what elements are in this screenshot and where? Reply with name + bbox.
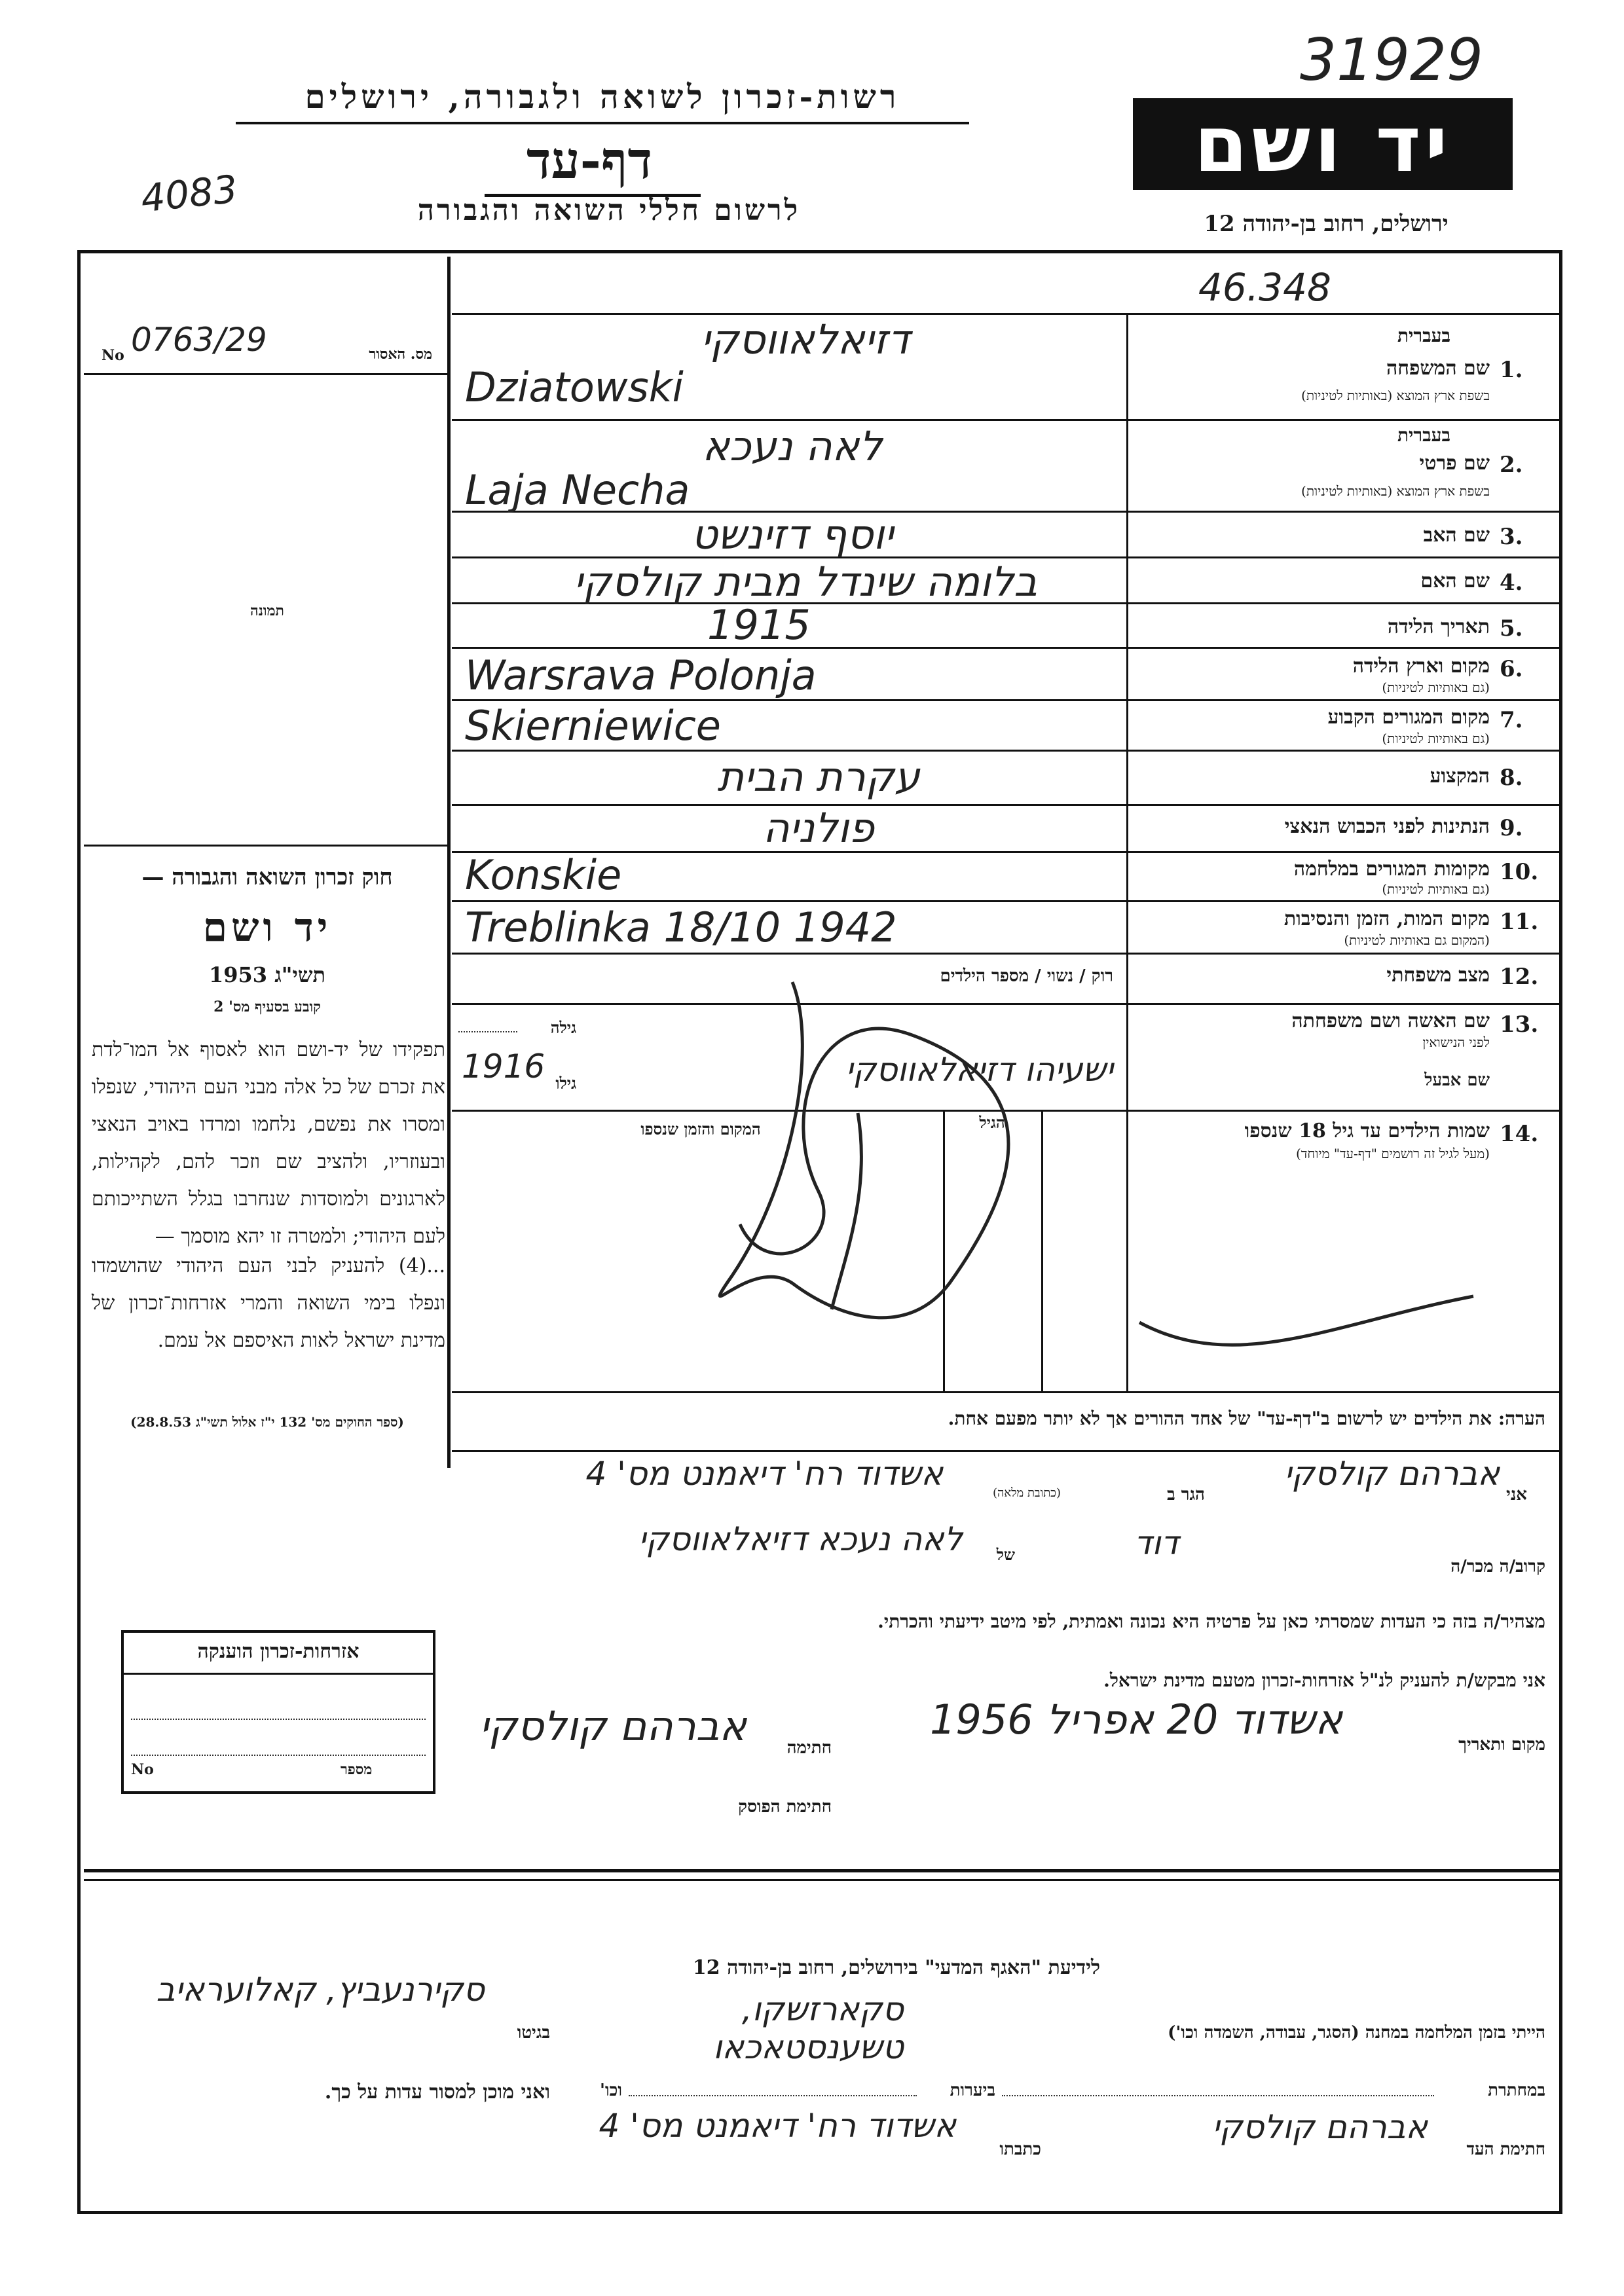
cross-out-scribble: [452, 917, 1565, 1388]
field-12-options: רוק / נשוי / מספר הילדים: [940, 966, 1113, 986]
note-body: את הילדים יש לרשום ב"דף-עד" של אחד ההורים אך לא יותר מפעם אחת.: [948, 1408, 1492, 1429]
husband-age: 1916: [462, 1048, 545, 1085]
decl-address-hint: (כתובת מלאה): [992, 1486, 1061, 1500]
field-12-label: מצב משפחתי: [1386, 964, 1490, 987]
field-13-sub: לפני הנישואין: [1422, 1034, 1490, 1050]
field-2-num: 2.: [1500, 452, 1523, 478]
decl-residing: הגר ב: [1167, 1485, 1205, 1504]
photo-top-line: [84, 373, 451, 375]
field-11-label: מקום המות, הזמן והנסיבות: [1283, 907, 1490, 930]
file-number-left: 4083: [138, 166, 240, 221]
field-4-num: 4.: [1500, 570, 1523, 596]
field-12-num: 12.: [1500, 964, 1539, 990]
law-clause: קובע בסעיף מס' 2: [213, 998, 321, 1015]
declarant-name: אברהם קולסקי: [1284, 1455, 1500, 1493]
note-label: הערה:: [1498, 1408, 1545, 1429]
field-10-num: 10.: [1500, 859, 1539, 885]
bottom-ghetto-value: סקירנעביץ, קאלועראיב: [156, 1971, 485, 2009]
photo-label: תמונה: [250, 602, 284, 619]
field-1-num: 1.: [1500, 357, 1523, 383]
authority-underline: [236, 122, 969, 124]
decl-signature-label: חתימה: [786, 1738, 832, 1758]
archive-number: 0763/29: [131, 321, 267, 359]
law-header: חוק זכרון השואה והגבורה —: [141, 864, 393, 890]
bottom-ready-label: ואני מוכן למסור עדות על כך.: [324, 2081, 550, 2104]
husband-age-label: גילו: [555, 1074, 576, 1093]
row-line: [452, 313, 1562, 315]
field-5-label: תאריך הלידה: [1387, 615, 1490, 638]
birth-place: Warsrava Polonja: [465, 651, 817, 699]
wartime-residence: Konskie: [465, 851, 622, 899]
decl-official-sig-label: חתימת הפוסק: [738, 1797, 832, 1817]
field-13-num: 13.: [1500, 1011, 1539, 1038]
mother-name: בלומה שינדל מבית קולסקי: [573, 558, 1038, 606]
row-line: [452, 647, 1562, 649]
bottom-witness-address: אשדוד רח' דיאמנט מס' 4: [599, 2107, 956, 2145]
field-3-label: שם האב: [1423, 524, 1490, 547]
citizenship-no-prefix: No: [131, 1761, 154, 1778]
row-line: [452, 750, 1562, 752]
underground-dots: [1002, 2095, 1434, 2096]
field-6-label: מקום וארץ הלידה: [1352, 655, 1490, 678]
citizenship-dotted: [131, 1719, 426, 1720]
field-14-label: שמות הילדים עד גיל 18 שנספו: [1244, 1120, 1490, 1142]
decl-signature: אברהם קולסקי: [479, 1702, 747, 1750]
law-name: יד ושם: [202, 905, 332, 951]
yad-vashem-logo: [1133, 98, 1513, 190]
header-address: ירושלים, רחוב בן-יהודה 12: [1204, 211, 1449, 237]
profession: עקרת הבית: [717, 753, 920, 801]
bottom-witness-sig-label: חתימת העד: [1466, 2140, 1545, 2159]
birth-date: 1915: [707, 601, 811, 649]
row-line: [452, 419, 1562, 421]
decl-ani: אני: [1506, 1485, 1527, 1504]
bottom-title: לידיעת "האגף המדעי" בירושלים, רחוב בן-יהודה 12: [692, 1956, 1100, 1979]
field-9-num: 9.: [1500, 815, 1523, 841]
residence: Skierniewice: [465, 702, 721, 750]
section-divider-2: [84, 1879, 1562, 1881]
decl-place-date: אשדוד 20 אפריל 1956: [929, 1696, 1342, 1743]
field-13-husband-label: שם אבעל: [1424, 1070, 1490, 1090]
wife-age-label: גילה: [550, 1018, 576, 1037]
firstname-hebrew: לאה נעכא: [702, 422, 883, 470]
decl-statement: מצהיר/ה בזה כי העדות שמסרתי כאן על פרטיה היא נכונה ואמתית, לפי מיטב ידיעתי והכרתי.: [877, 1611, 1545, 1632]
declarant-address: אשדוד רח' דיאמנט מס' 4: [585, 1455, 943, 1493]
row-line: [452, 699, 1562, 701]
decl-relation-label: קרוב/ה מכר/ה: [1450, 1557, 1545, 1576]
note-text: [458, 1408, 1545, 1430]
bottom-ghetto-label: בגיטו: [517, 2023, 550, 2043]
law-text: תפקידו של יד-ושם הוא לאסוף אל המו־לדת את זכרם של כל אלה מבני העם היהודי, שנפלו ומסרו את נפשם, נלחמו ומרדו באויב הנאצי ובעוזריו, ולהציב שם וזכר להם, לקהילות, לארגונים ולמוסדות שנחרבו בגלל השתייכותם לעם היהודי; ולמטרה זו יהא מוסמך —: [92, 1038, 445, 1248]
field-1-label: שם המשפחה: [1386, 357, 1490, 380]
law-text-4: ...(4) להעניק לבני העם היהודי שהושמדו ונפלו בימי השואה והמרי אזרחות־זכרון של מדינת ישראל לאות האיספם אל עמם.: [92, 1254, 445, 1352]
photo-bottom-line: [84, 845, 451, 847]
field-6-num: 6.: [1500, 656, 1523, 682]
partisans-dots: [629, 2095, 917, 2096]
nationality: פולניה: [762, 804, 875, 852]
field-7-label: מקום המגורים הקבוע: [1327, 706, 1490, 729]
logo-text: יד ושם: [1194, 99, 1452, 189]
bottom-witness-sig: אברהם קולסקי: [1212, 2108, 1428, 2146]
law-reference: (ספר החוקים מס' 132 י"ז אלול תשי"ג 28.8.53): [130, 1414, 404, 1430]
row-line: [452, 1391, 1562, 1393]
row-line: [452, 900, 1562, 902]
field-14-num: 14.: [1500, 1121, 1539, 1147]
form-subtitle: לרשום חללי השואה והגבורה: [417, 194, 801, 227]
children-col-age: הגיל: [979, 1113, 1005, 1132]
decl-relation-value: דוד: [1134, 1524, 1179, 1562]
record-number: 46.348: [1198, 265, 1331, 310]
field-3-num: 3.: [1500, 524, 1523, 550]
bottom-address-label: כתבתו: [999, 2140, 1041, 2159]
section-divider: [84, 1869, 1562, 1872]
field-10-label: מקומות המגורים במלחמה: [1293, 858, 1490, 881]
field-2-sub: בשפת ארץ המוצא (באותיות לטיניות): [1301, 483, 1490, 499]
decl-relation-of: לאה נעכא דזיאלאווסקי: [638, 1520, 963, 1558]
citizenship-no-label: מספר: [341, 1761, 373, 1778]
row-line: [452, 1450, 1562, 1452]
husband-name: ישעיהו דזיאלאווסקי: [845, 1051, 1113, 1089]
field-5-num: 5.: [1500, 615, 1523, 642]
tag-hebrew: בעברית: [1397, 325, 1450, 346]
field-4-label: שם האם: [1420, 570, 1490, 592]
field-14-sub: (מעל לגיל זה רושמים "דף-עד" מיוחד): [1296, 1146, 1490, 1161]
field-8-label: המקצוע: [1430, 765, 1490, 788]
field-6-sub: (גם באותיות לטיניות): [1382, 680, 1490, 695]
archive-no-prefix: No: [101, 347, 124, 364]
field-2-label: שם פרטי: [1419, 452, 1490, 475]
decl-place-date-label: מקום ותאריך: [1458, 1735, 1545, 1755]
surname-hebrew: דזיאלאווסקי: [701, 316, 910, 363]
tag-hebrew: בעברית: [1397, 424, 1450, 446]
citizenship-box-title: אזרחות-זכרון הוענקה: [197, 1640, 360, 1663]
field-8-num: 8.: [1500, 765, 1523, 791]
field-1-sub: בשפת ארץ המוצא (באותיות לטיניות): [1301, 388, 1490, 403]
field-9-label: הנתינות לפני הכבוש הנאצי: [1284, 815, 1490, 838]
field-10-sub: (גם באותיות לטיניות): [1382, 881, 1490, 897]
law-year: תשי"ג 1953: [209, 962, 325, 987]
surname-latin: Dziatowski: [465, 363, 684, 411]
decl-request: אני מבקש/ת להעניק לנ"ל אזרחות-זכרון מטעם מדינת ישראל.: [1103, 1669, 1545, 1691]
bottom-camp-value: סקארזשקו, טשענסטאכאו: [713, 1990, 904, 2066]
citizenship-box-rule: [121, 1673, 435, 1675]
field-11-sub: (המקום גם באותיות לטיניות): [1344, 932, 1490, 948]
bottom-camp-label: הייתי בזמן המלחמה במחנה (הסגר, עבודה, השמדה וכו'): [1168, 2023, 1545, 2043]
field-11-num: 11.: [1500, 909, 1539, 935]
citizenship-dotted: [131, 1755, 426, 1756]
father-name: יוסף דזינשט: [691, 511, 894, 558]
file-number-top: 31929: [1300, 26, 1483, 94]
bottom-partisans-label: ביערות: [950, 2081, 995, 2100]
authority-title: רשות-זכרון לשואה ולגבורה, ירושלים: [304, 77, 900, 116]
bottom-underground-label: במחתרת: [1488, 2081, 1545, 2100]
field-13-label: שם האשה ושם משפחתה: [1291, 1010, 1490, 1032]
archive-label: מס. האסור: [369, 346, 432, 363]
form-title: דף-עד: [526, 131, 652, 191]
bottom-etc-label: וכו': [600, 2081, 622, 2100]
field-7-num: 7.: [1500, 707, 1523, 733]
death-place-date: Treblinka 18/10 1942: [465, 903, 897, 951]
field-7-sub: (גם באותיות לטיניות): [1382, 731, 1490, 746]
decl-of-label: של: [996, 1545, 1015, 1564]
firstname-latin: Laja Necha: [465, 466, 690, 514]
children-col-place: המקום והזמן שנספו: [640, 1120, 761, 1139]
